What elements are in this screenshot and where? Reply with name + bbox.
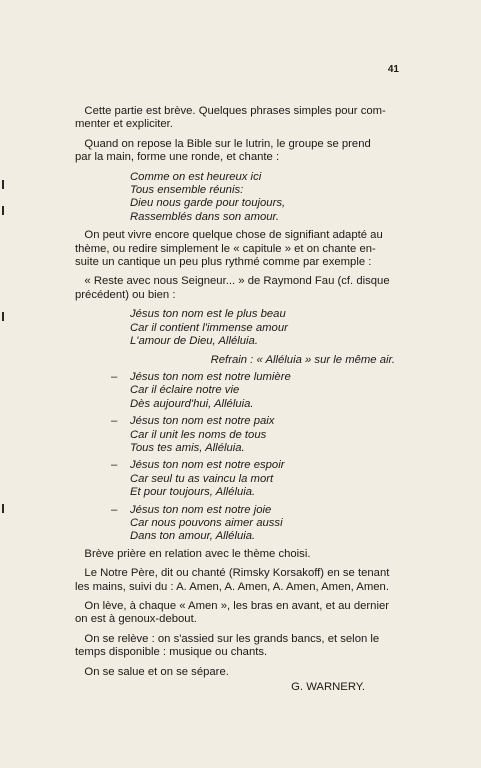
paragraph-signifiant: On peut vivre encore quelque chose de signifiant adapté au thème, ou redire simplement le « capitule » et on chante en- suite un cantique un peu plus rythmé comme par exemple : [75, 229, 383, 269]
verse-line: Car nous pouvons aimer aussi [130, 516, 283, 529]
song-comme-on-est-heureux [130, 171, 395, 225]
poem-line: Jésus ton nom est le plus beau [130, 308, 286, 321]
poem-line: Comme on est heureux ici [130, 170, 262, 183]
poem-line: Tous ensemble réunis: [130, 184, 244, 197]
verse-line: Jésus ton nom est notre joie [130, 503, 272, 516]
closing-line: Brève prière en relation avec le thème choisi. [84, 547, 311, 560]
paragraph-intro: Cette partie est brève. Quelques phrases simples pour com- menter et expliciter. [75, 105, 386, 131]
paragraph-salue: On se salue et on se sépare. [84, 665, 229, 678]
verse-espoir [111, 459, 395, 499]
verse-joie [111, 503, 395, 544]
verse-line: Et pour toujours, Alléluia. [130, 486, 256, 499]
verse-line: Tous tes amis, Alléluia. [130, 441, 245, 454]
song-jesus-ton-nom [130, 308, 395, 348]
paragraph-bible: Quand on repose la Bible sur le lutrin, le groupe se prend par la main, forme une ronde, et chante : [75, 137, 371, 164]
verse-paix [111, 415, 395, 455]
verse-line: Dans ton amour, Alléluia. [130, 530, 256, 543]
verse-dash: – [111, 459, 118, 472]
poem-line: L'amour de Dieu, Alléluia. [130, 335, 258, 348]
paragraph-releve: On se relève : on s'assied sur les grands bancs, et selon le temps disponible : musique ou chants. [75, 632, 380, 659]
author-signature: G. WARNERY. [291, 681, 365, 694]
paragraph-amen: On lève, à chaque « Amen », les bras en avant, et au dernier on est à genoux-debout. [75, 600, 389, 626]
verse-line: Car seul tu as vaincu la mort [130, 472, 274, 485]
verse-line: Jésus ton nom est notre lumière [130, 370, 291, 383]
refrain-note: Refrain : « Alléluia » sur le même air. [210, 353, 395, 366]
poem-line: Rassemblés dans son amour. [130, 210, 280, 223]
verse-line: Jésus ton nom est notre paix [130, 415, 275, 428]
verse-line: Jésus ton nom est notre espoir [130, 459, 285, 472]
poem-line: Car il contient l'immense amour [130, 321, 288, 334]
poem-line: Dieu nous garde pour toujours, [130, 197, 286, 210]
verse-lumiere [111, 370, 395, 411]
verse-line: Dès aujourd'hui, Alléluia. [130, 397, 254, 410]
verse-dash: – [111, 370, 118, 383]
page-number: 41 [387, 64, 399, 75]
verse-line: Car il unit les noms de tous [130, 428, 267, 441]
body-text [75, 105, 395, 694]
verse-dash: – [111, 415, 118, 428]
verse-line: Car il éclaire notre vie [130, 384, 240, 397]
paragraph-notre-pere: Le Notre Père, dit ou chanté (Rimsky Korsakoff) en se tenant les mains, suivi du : A. Amen, A. Amen, A. Amen, Amen, Amen. [75, 567, 390, 593]
paragraph-priere [75, 548, 395, 561]
verse-dash: – [111, 503, 118, 516]
paragraph-reste-avec-nous: « Reste avec nous Seigneur... » de Raymond Fau (cf. disque précédent) ou bien : [75, 275, 390, 301]
